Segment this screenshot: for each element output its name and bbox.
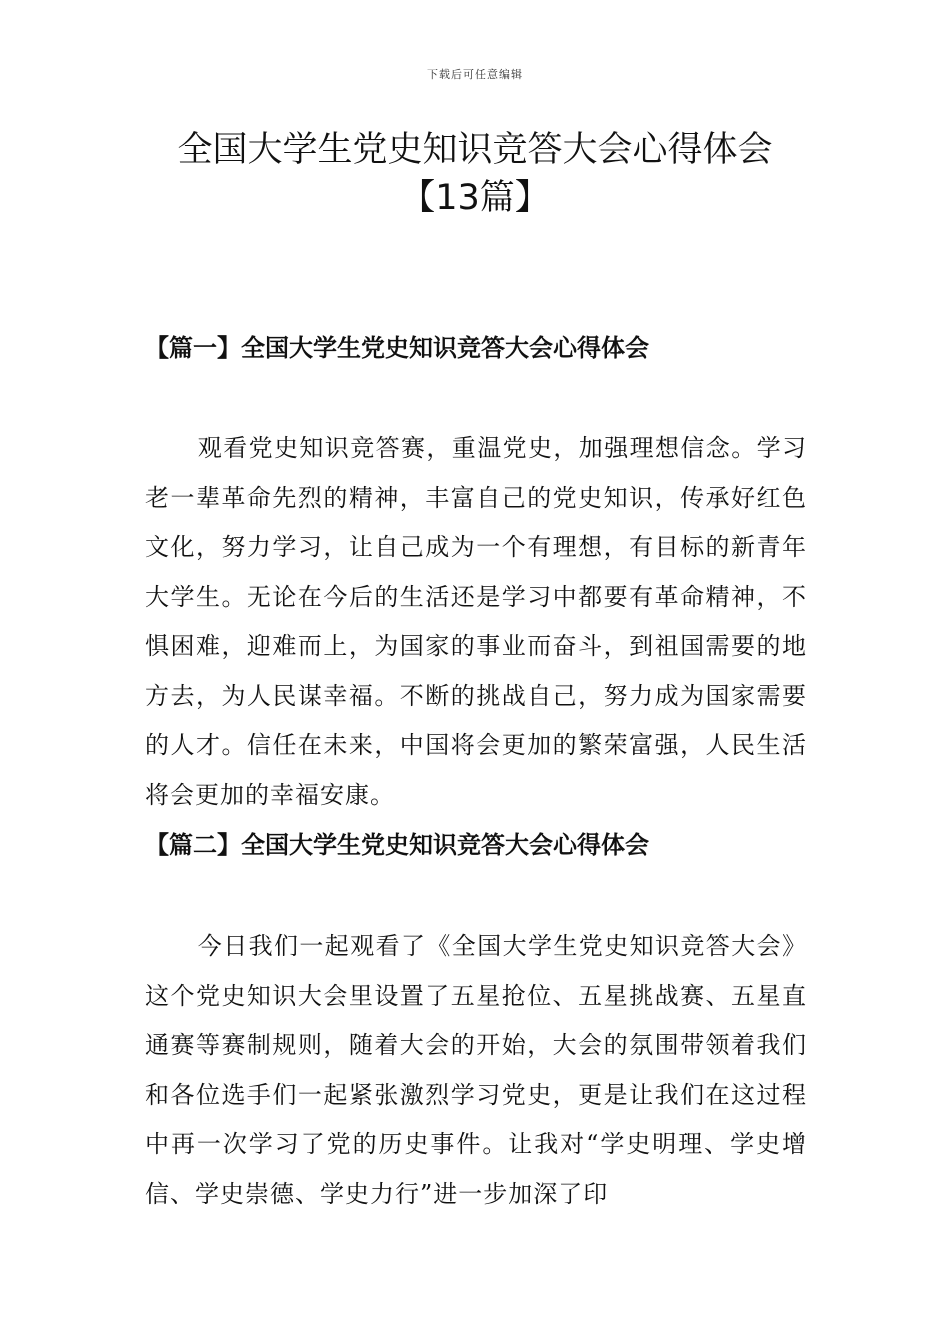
document-title — [0, 126, 950, 222]
header-note: 下载后可任意编辑 — [427, 68, 523, 81]
section-body-1: 观看党史知识竞答赛，重温党史，加强理想信念。学习老一辈革命先烈的精神，丰富自己的党史知识，传承好红色文化，努力学习，让自己成为一个有理想，有目标的新青年大学生。无论在今后的生活还是学习中都要有革命精神，不惧困难，迎难而上，为国家的事业而奋斗，到祖国需要的地方去，为人民谋幸福。不断的挑战自己，努力成为国家需要的人才。信任在未来，中国将会更加的繁荣富强，人民生活将会更加的幸福安康。 — [145, 434, 807, 809]
section-heading-1: 【篇一】全国大学生党史知识竞答大会心得体会 — [145, 333, 649, 362]
title-line-2: 【13篇】 — [400, 178, 550, 218]
section-body-2: 今日我们一起观看了《全国大学生党史知识竞答大会》这个党史知识大会里设置了五星抢位、五星挑战赛、五星直通赛等赛制规则，随着大会的开始，大会的氛围带领着我们和各位选手们一起紧张激烈学习党史，更是让我们在这过程中再一次学习了党的历史事件。让我对“学史明理、学史增信、学史崇德、学史力行”进一步加深了印 — [145, 932, 807, 1208]
title-line-1: 全国大学生党史知识竞答大会心得体会 — [177, 130, 773, 170]
section-heading-2: 【篇二】全国大学生党史知识竞答大会心得体会 — [145, 830, 649, 859]
